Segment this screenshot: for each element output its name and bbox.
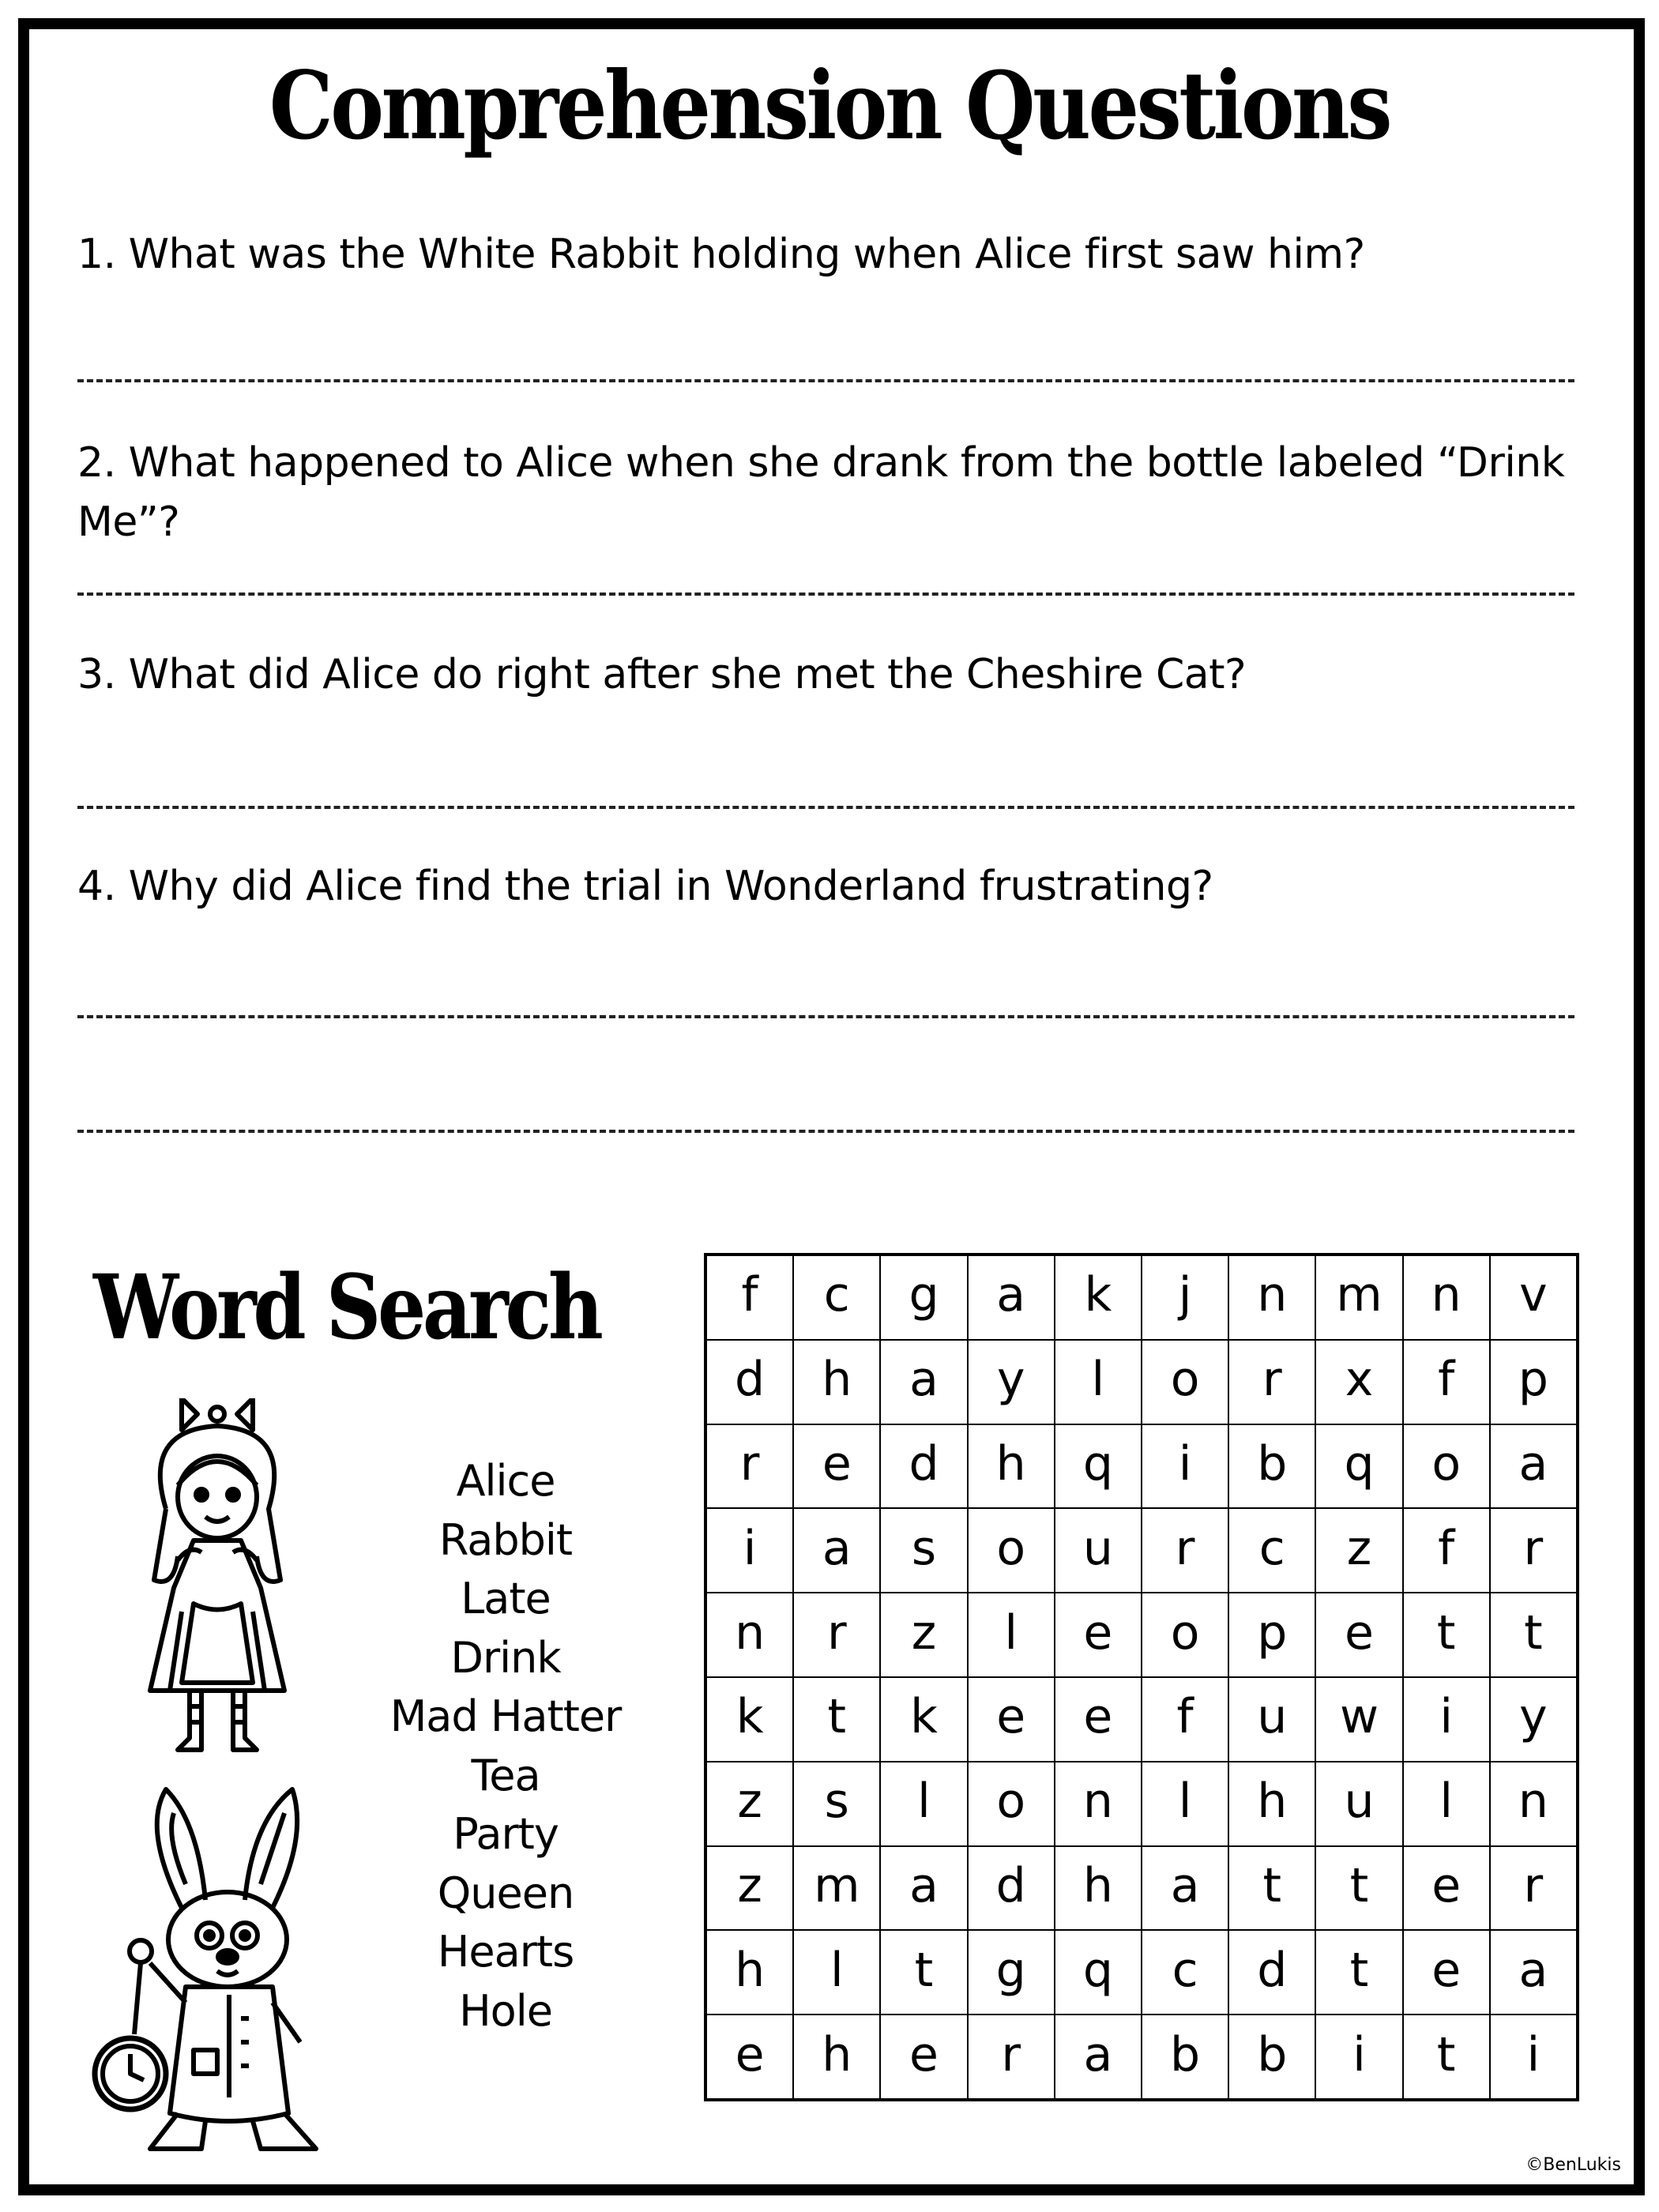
grid-cell[interactable]: n [1228, 1255, 1315, 1340]
word-list-item: Late [461, 1574, 551, 1623]
grid-cell[interactable]: u [1055, 1508, 1142, 1593]
word-list-item: Party [453, 1809, 559, 1859]
grid-cell[interactable]: r [968, 2014, 1055, 2099]
grid-cell[interactable]: q [1055, 1424, 1142, 1509]
grid-cell[interactable]: t [1315, 1846, 1402, 1931]
word-list-item: Tea [471, 1750, 540, 1800]
grid-cell[interactable]: h [1055, 1846, 1142, 1931]
grid-cell[interactable]: n [1403, 1255, 1490, 1340]
grid-cell[interactable]: i [1142, 1424, 1228, 1509]
copyright: ©BenLukis [1525, 2155, 1621, 2175]
word-list-item: Alice [456, 1456, 555, 1506]
grid-cell[interactable]: l [793, 1930, 880, 2014]
grid-cell[interactable]: z [706, 1762, 793, 1846]
grid-cell[interactable]: l [1055, 1340, 1142, 1424]
grid-cell[interactable]: q [1315, 1424, 1402, 1509]
grid-cell[interactable]: n [1055, 1762, 1142, 1846]
grid-cell[interactable]: z [880, 1593, 967, 1677]
grid-cell[interactable]: h [793, 2014, 880, 2099]
grid-cell[interactable]: d [880, 1424, 967, 1509]
grid-cell[interactable]: p [1490, 1340, 1577, 1424]
grid-cell[interactable]: f [706, 1255, 793, 1340]
grid-cell[interactable]: c [793, 1255, 880, 1340]
word-list-item: Hole [459, 1985, 552, 2036]
grid-cell[interactable]: g [880, 1255, 967, 1340]
word-list [371, 1452, 640, 2041]
grid-cell[interactable]: l [1142, 1762, 1228, 1846]
grid-cell[interactable]: w [1315, 1677, 1402, 1762]
grid-cell[interactable]: i [1315, 2014, 1402, 2099]
answer-line-3[interactable] [77, 806, 1574, 809]
grid-cell[interactable]: k [1055, 1255, 1142, 1340]
grid-cell[interactable]: e [1403, 1930, 1490, 2014]
grid-cell[interactable]: t [1403, 1593, 1490, 1677]
grid-cell[interactable]: n [1490, 1762, 1577, 1846]
grid-cell[interactable]: m [793, 1846, 880, 1931]
white-rabbit-illustration [87, 1781, 356, 2161]
grid-cell[interactable]: k [880, 1677, 967, 1762]
grid-cell[interactable]: a [880, 1846, 967, 1931]
grid-cell[interactable]: s [793, 1762, 880, 1846]
grid-cell[interactable]: b [1228, 2014, 1315, 2099]
grid-cell[interactable]: z [1315, 1508, 1402, 1593]
grid-cell[interactable]: g [968, 1930, 1055, 2014]
grid-cell[interactable]: v [1490, 1255, 1577, 1340]
grid-cell[interactable]: o [968, 1762, 1055, 1846]
grid-cell[interactable]: h [706, 1930, 793, 2014]
answer-line-4b[interactable] [77, 1130, 1574, 1133]
grid-cell[interactable]: b [1228, 1424, 1315, 1509]
grid-cell[interactable]: n [706, 1593, 793, 1677]
answer-line-1[interactable] [77, 379, 1574, 382]
grid-cell[interactable]: b [1142, 2014, 1228, 2099]
grid-cell[interactable]: m [1315, 1255, 1402, 1340]
question-1: 1. What was the White Rabbit holding when Alice first saw him? [77, 231, 1365, 278]
grid-cell[interactable]: k [706, 1677, 793, 1762]
grid-cell[interactable]: e [1403, 1846, 1490, 1931]
word-list-item: Drink [450, 1632, 561, 1683]
page-title: Comprehension Questions [269, 51, 1390, 160]
grid-cell[interactable]: j [1142, 1255, 1228, 1340]
grid-cell[interactable]: i [1490, 2014, 1577, 2099]
grid-cell[interactable]: o [968, 1508, 1055, 1593]
grid-cell[interactable]: o [1142, 1340, 1228, 1424]
grid-cell[interactable]: e [880, 2014, 967, 2099]
question-2-cont: Me”? [77, 498, 180, 546]
grid-cell[interactable]: a [1490, 1930, 1577, 2014]
grid-cell[interactable]: z [706, 1846, 793, 1931]
answer-line-2[interactable] [77, 592, 1574, 596]
grid-cell[interactable]: f [1403, 1508, 1490, 1593]
grid-cell[interactable]: e [793, 1424, 880, 1509]
question-2: 2. What happened to Alice when she drank from the bottle labeled “Drink [77, 439, 1565, 487]
grid-cell[interactable]: y [1490, 1677, 1577, 1762]
grid-cell[interactable]: o [1142, 1593, 1228, 1677]
grid-cell[interactable]: e [1055, 1593, 1142, 1677]
grid-cell[interactable]: t [1228, 1846, 1315, 1931]
grid-cell[interactable]: f [1142, 1677, 1228, 1762]
grid-cell[interactable]: h [1228, 1762, 1315, 1846]
grid-cell[interactable]: e [706, 2014, 793, 2099]
grid-cell[interactable]: d [968, 1846, 1055, 1931]
grid-cell[interactable]: e [1315, 1593, 1402, 1677]
grid-cell[interactable]: f [1403, 1340, 1490, 1424]
grid-cell[interactable]: p [1228, 1593, 1315, 1677]
answer-line-4a[interactable] [77, 1015, 1574, 1018]
grid-cell[interactable]: l [1403, 1762, 1490, 1846]
grid-cell[interactable]: a [880, 1340, 967, 1424]
grid-cell[interactable]: a [1055, 2014, 1142, 2099]
word-search-title: Word Search [93, 1256, 600, 1360]
grid-cell[interactable]: q [1055, 1930, 1142, 2014]
grid-cell[interactable]: d [1228, 1930, 1315, 2014]
grid-cell[interactable]: l [968, 1593, 1055, 1677]
grid-cell[interactable]: a [1490, 1424, 1577, 1509]
word-list-item: Queen [437, 1868, 574, 1918]
grid-cell[interactable]: a [793, 1508, 880, 1593]
grid-cell[interactable]: r [1142, 1508, 1228, 1593]
grid-cell[interactable]: e [968, 1677, 1055, 1762]
grid-cell[interactable]: o [1403, 1424, 1490, 1509]
grid-cell[interactable]: y [968, 1340, 1055, 1424]
grid-cell[interactable]: i [1403, 1677, 1490, 1762]
grid-cell[interactable]: l [880, 1762, 967, 1846]
grid-cell[interactable]: t [793, 1677, 880, 1762]
question-3: 3. What did Alice do right after she met the Cheshire Cat? [77, 651, 1247, 698]
grid-cell[interactable]: a [1142, 1846, 1228, 1931]
grid-cell[interactable]: c [1142, 1930, 1228, 2014]
grid-cell[interactable]: d [706, 1340, 793, 1424]
grid-cell[interactable]: x [1315, 1340, 1402, 1424]
grid-cell[interactable]: u [1228, 1677, 1315, 1762]
grid-cell[interactable]: t [1315, 1930, 1402, 2014]
word-list-item: Hearts [437, 1927, 574, 1977]
grid-cell[interactable]: c [1228, 1508, 1315, 1593]
grid-cell[interactable]: r [706, 1424, 793, 1509]
grid-cell[interactable]: h [793, 1340, 880, 1424]
grid-cell[interactable]: r [1228, 1340, 1315, 1424]
grid-cell[interactable]: e [1055, 1677, 1142, 1762]
grid-cell[interactable]: t [880, 1930, 967, 2014]
grid-cell[interactable]: s [880, 1508, 967, 1593]
grid-cell[interactable]: r [793, 1593, 880, 1677]
grid-cell[interactable]: h [968, 1424, 1055, 1509]
grid-cell[interactable]: i [706, 1508, 793, 1593]
grid-cell[interactable]: t [1403, 2014, 1490, 2099]
grid-cell[interactable]: r [1490, 1508, 1577, 1593]
question-4: 4. Why did Alice find the trial in Wonderland frustrating? [77, 863, 1213, 910]
word-list-item: Mad Hatter [389, 1691, 622, 1741]
grid-cell[interactable]: t [1490, 1593, 1577, 1677]
word-search-grid [704, 1253, 1579, 2101]
word-list-item: Rabbit [438, 1514, 573, 1565]
grid-cell[interactable]: u [1315, 1762, 1402, 1846]
alice-illustration [118, 1398, 316, 1754]
grid-cell[interactable]: a [968, 1255, 1055, 1340]
grid-cell[interactable]: r [1490, 1846, 1577, 1931]
